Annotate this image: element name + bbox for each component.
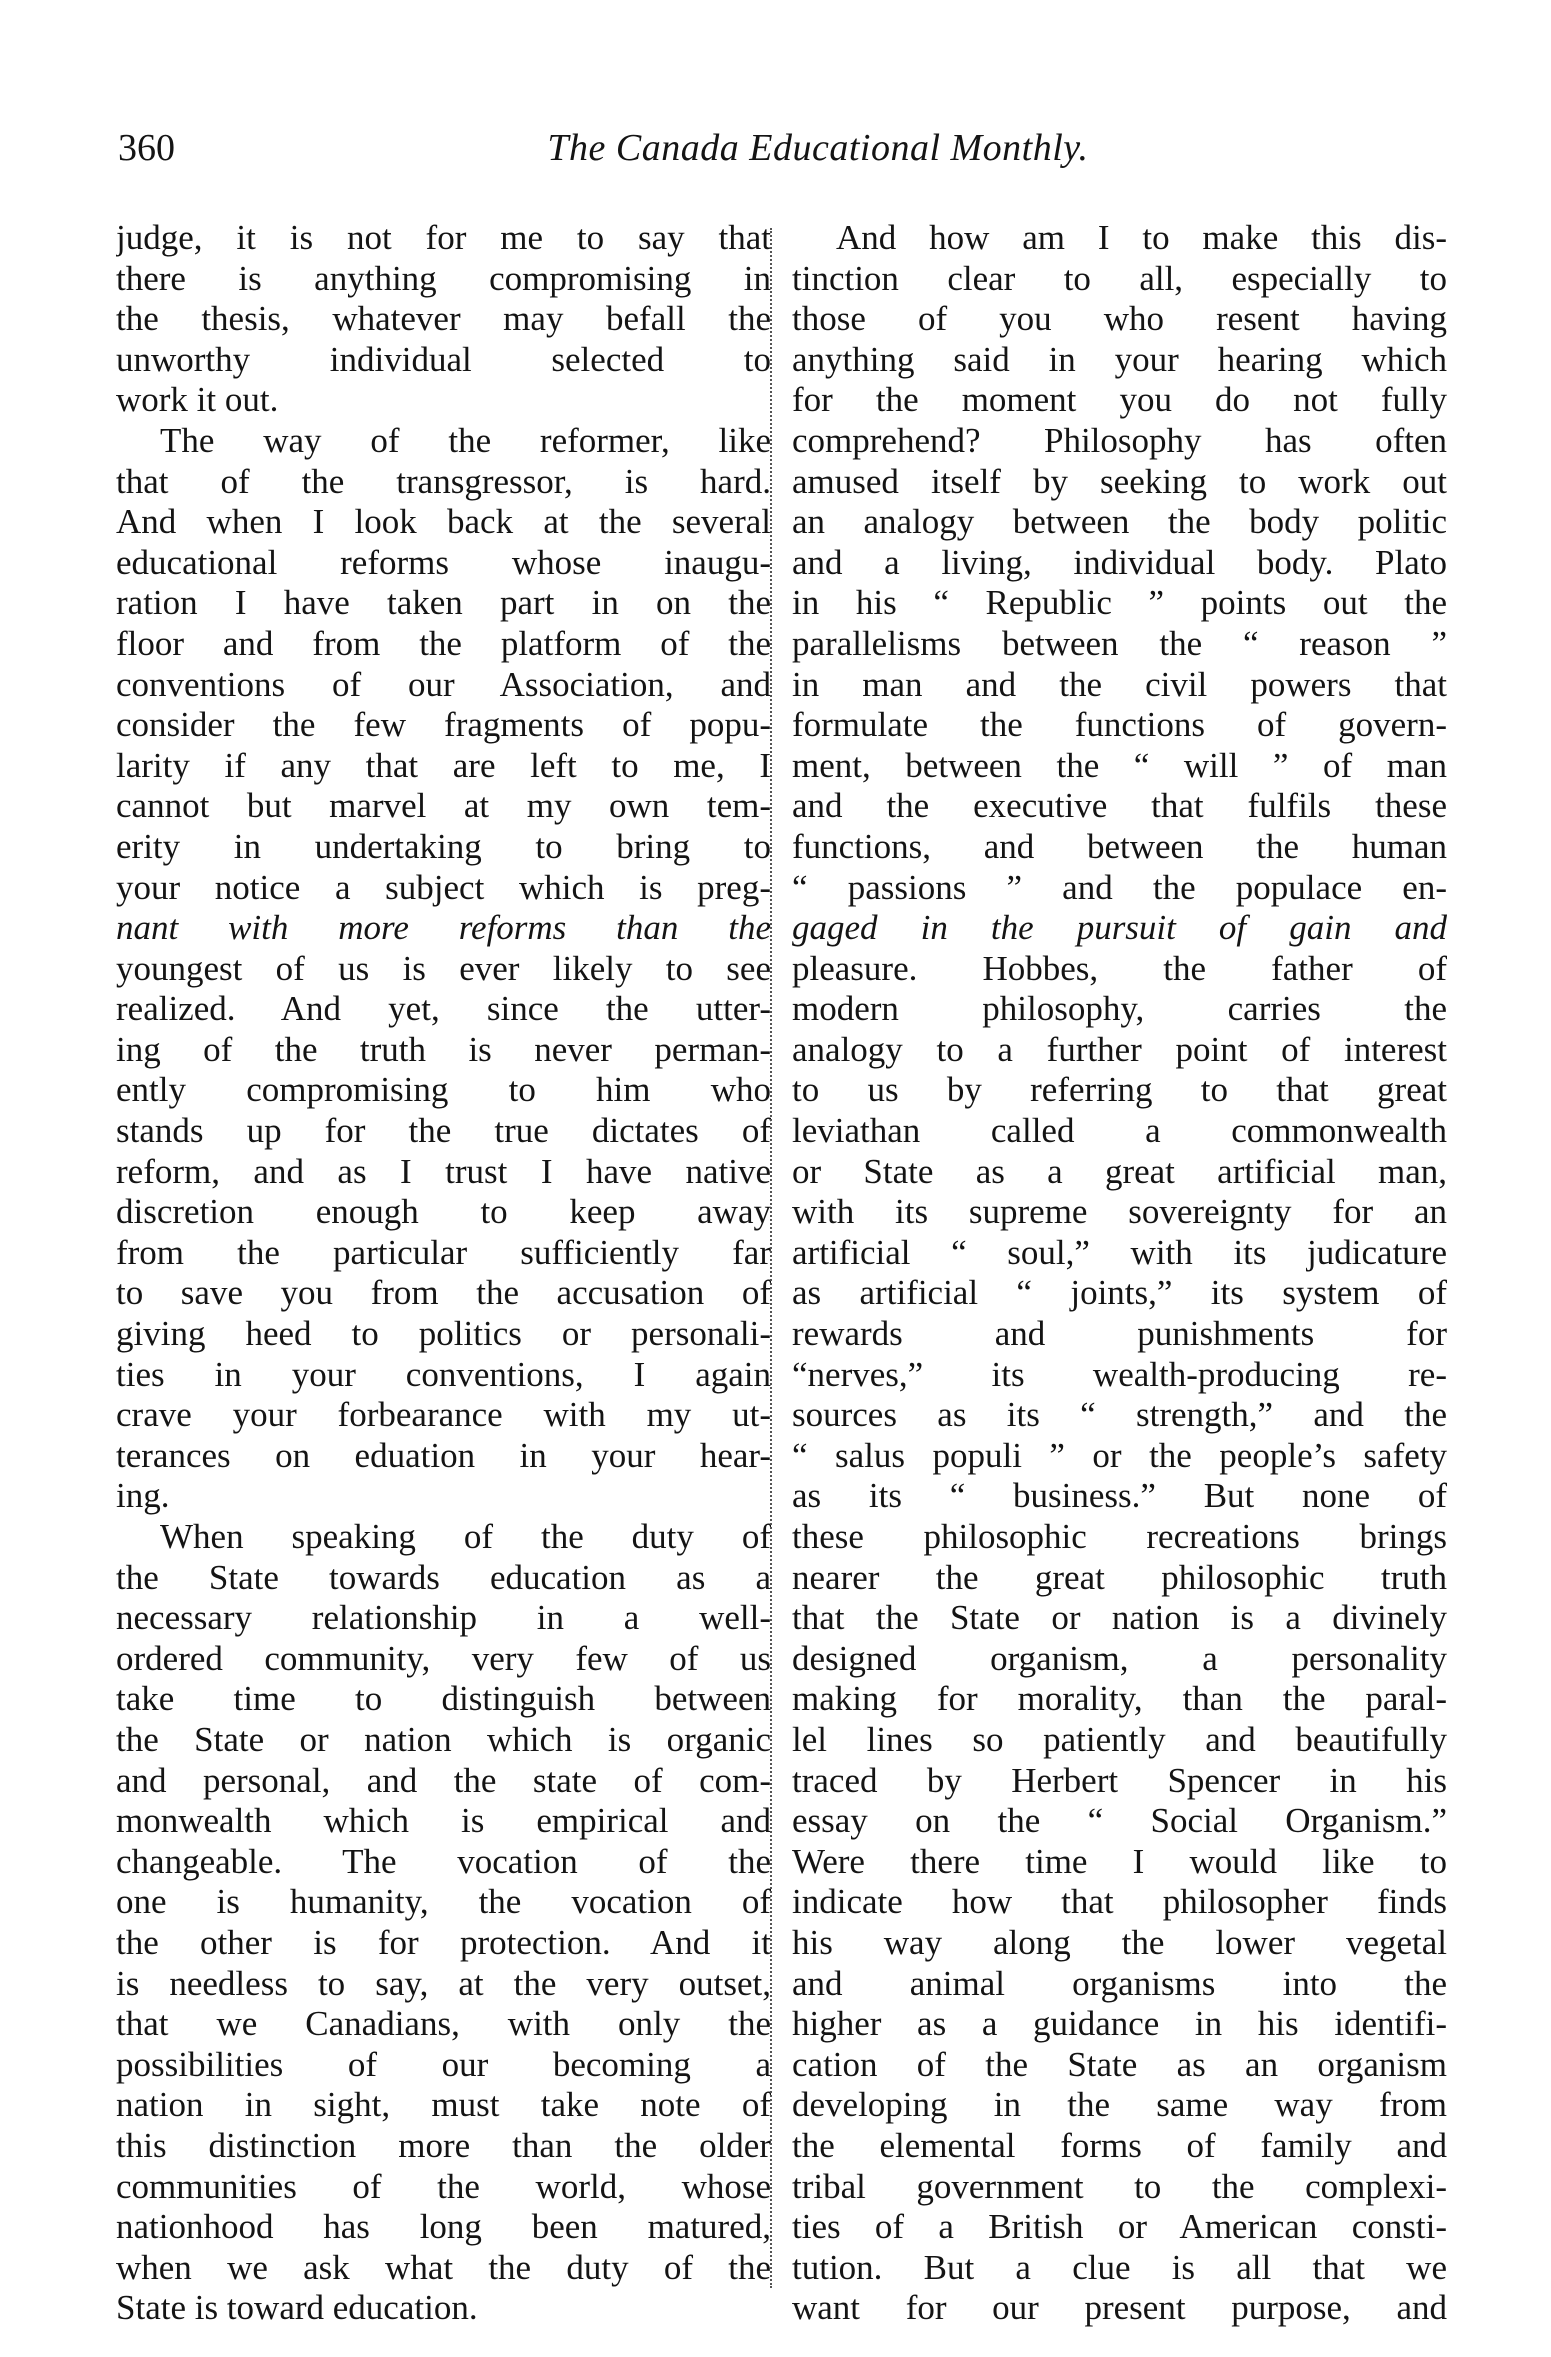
text-line: formulate the functions of govern-	[792, 705, 1447, 745]
text-line: discretion enough to keep away	[116, 1192, 771, 1232]
text-line: tution. But a clue is all that we	[792, 2247, 1447, 2287]
text-line: floor and from the platform of the	[116, 623, 771, 663]
text-line: tribal government to the complexi-	[792, 2166, 1447, 2206]
text-line: “ salus populi ” or the people’s safety	[792, 1435, 1447, 1475]
text-line: in man and the civil powers that	[792, 664, 1447, 704]
text-line: ordered community, very few of us	[116, 1638, 771, 1678]
text-line: an analogy between the body politic	[792, 502, 1447, 542]
text-line: and animal organisms into the	[792, 1963, 1447, 2003]
text-line: ties in your conventions, I again	[116, 1354, 771, 1394]
text-line: his way along the lower vegetal	[792, 1922, 1447, 1962]
text-line: making for morality, than the paral-	[792, 1679, 1447, 1719]
right-text-column	[792, 218, 1447, 2329]
text-line: comprehend? Philosophy has often	[792, 420, 1447, 460]
text-line: youngest of us is ever likely to see	[116, 948, 771, 988]
text-line: want for our present purpose, and	[792, 2288, 1447, 2328]
text-line: in his “ Republic ” points out the	[792, 583, 1447, 623]
text-line: with its supreme sovereignty for an	[792, 1192, 1447, 1232]
text-line: cation of the State as an organism	[792, 2044, 1447, 2084]
text-line: nation in sight, must take note of	[116, 2085, 771, 2125]
text-line: there is anything compromising in	[116, 258, 771, 298]
text-line: sources as its “ strength,” and the	[792, 1395, 1447, 1435]
text-line: higher as a guidance in his identifi-	[792, 2004, 1447, 2044]
text-line: that the State or nation is a divinely	[792, 1598, 1447, 1638]
text-line: rewards and punishments for	[792, 1314, 1447, 1354]
text-line: the State or nation which is organic	[116, 1719, 771, 1759]
text-line: the other is for protection. And it	[116, 1922, 771, 1962]
text-line: cannot but marvel at my own tem-	[116, 786, 771, 826]
text-line: educational reforms whose inaugu-	[116, 542, 771, 582]
text-line: And when I look back at the several	[116, 502, 771, 542]
text-line: leviathan called a commonwealth	[792, 1111, 1447, 1151]
text-line: those of you who resent having	[792, 299, 1447, 339]
text-line: artificial “ soul,” with its judicature	[792, 1232, 1447, 1272]
text-line: and a living, individual body. Plato	[792, 542, 1447, 582]
text-line: analogy to a further point of interest	[792, 1029, 1447, 1069]
text-line: to save you from the accusation of	[116, 1273, 771, 1313]
text-line: consider the few fragments of popu-	[116, 705, 771, 745]
text-line: indicate how that philosopher finds	[792, 1882, 1447, 1922]
text-line: erity in undertaking to bring to	[116, 826, 771, 866]
text-line: giving heed to politics or personali-	[116, 1314, 771, 1354]
text-line: functions, and between the human	[792, 826, 1447, 866]
text-line: designed organism, a personality	[792, 1638, 1447, 1678]
text-line: nationhood has long been matured,	[116, 2207, 771, 2247]
text-line: the elemental forms of family and	[792, 2125, 1447, 2165]
text-line: necessary relationship in a well-	[116, 1598, 771, 1638]
text-line: the State towards education as a	[116, 1557, 771, 1597]
text-line: pleasure. Hobbes, the father of	[792, 948, 1447, 988]
text-line: And how am I to make this dis-	[836, 218, 1447, 257]
text-line: tinction clear to all, especially to	[792, 258, 1447, 298]
text-line: work it out.	[116, 380, 279, 420]
text-line: When speaking of the duty of	[160, 1517, 771, 1556]
text-line: this distinction more than the older	[116, 2125, 771, 2165]
text-line: ing of the truth is never perman-	[116, 1029, 771, 1069]
text-line: changeable. The vocation of the	[116, 1841, 771, 1881]
text-line: parallelisms between the “ reason ”	[792, 623, 1447, 663]
text-line: Were there time I would like to	[792, 1841, 1447, 1881]
text-line: or State as a great artificial man,	[792, 1151, 1447, 1191]
text-line: terances on eduation in your hear-	[116, 1435, 771, 1475]
text-line: and personal, and the state of com-	[116, 1760, 771, 1800]
text-line: communities of the world, whose	[116, 2166, 771, 2206]
text-line: these philosophic recreations brings	[792, 1517, 1447, 1556]
text-line: essay on the “ Social Organism.”	[792, 1801, 1447, 1841]
text-line: take time to distinguish between	[116, 1679, 771, 1719]
text-line: modern philosophy, carries the	[792, 989, 1447, 1029]
text-line: possibilities of our becoming a	[116, 2044, 771, 2084]
text-line: traced by Herbert Spencer in his	[792, 1760, 1447, 1800]
text-line: conventions of our Association, and	[116, 664, 771, 704]
text-line: is needless to say, at the very outset,	[116, 1963, 771, 2003]
running-title: The Canada Educational Monthly.	[547, 127, 1089, 169]
text-line: anything said in your hearing which	[792, 339, 1447, 379]
page-header	[118, 118, 1448, 178]
text-line: the thesis, whatever may befall the	[116, 299, 771, 339]
text-line: for the moment you do not fully	[792, 380, 1447, 420]
text-line: unworthy individual selected to	[116, 339, 771, 379]
text-line: ing.	[116, 1476, 170, 1516]
text-line: stands up for the true dictates of	[116, 1111, 771, 1151]
text-line: nant with more reforms than the	[116, 908, 771, 948]
text-line: crave your forbearance with my ut-	[116, 1395, 771, 1435]
text-line: as artificial “ joints,” its system of	[792, 1273, 1447, 1313]
text-line: amused itself by seeking to work out	[792, 461, 1447, 501]
text-line: State is toward education.	[116, 2288, 478, 2328]
text-line: reform, and as I trust I have native	[116, 1151, 771, 1191]
text-line: to us by referring to that great	[792, 1070, 1447, 1110]
text-line: that of the transgressor, is hard.	[116, 461, 771, 501]
text-line: as its “ business.” But none of	[792, 1476, 1447, 1516]
text-line: The way of the reformer, like	[160, 420, 771, 460]
text-line: “nerves,” its wealth-producing re-	[792, 1354, 1447, 1394]
page-number: 360	[118, 127, 175, 169]
text-line: and the executive that fulfils these	[792, 786, 1447, 826]
text-line: lel lines so patiently and beautifully	[792, 1719, 1447, 1759]
text-line: when we ask what the duty of the	[116, 2247, 771, 2287]
text-line: that we Canadians, with only the	[116, 2004, 771, 2044]
text-line: developing in the same way from	[792, 2085, 1447, 2125]
left-text-column	[116, 218, 771, 2329]
text-line: ties of a British or American consti-	[792, 2207, 1447, 2247]
text-line: ment, between the “ will ” of man	[792, 745, 1447, 785]
text-line: from the particular sufficiently far	[116, 1232, 771, 1272]
text-line: ently compromising to him who	[116, 1070, 771, 1110]
text-line: monwealth which is empirical and	[116, 1801, 771, 1841]
text-line: realized. And yet, since the utter-	[116, 989, 771, 1029]
text-line: one is humanity, the vocation of	[116, 1882, 771, 1922]
text-line: your notice a subject which is preg-	[116, 867, 771, 907]
text-line: judge, it is not for me to say that	[116, 218, 771, 257]
text-line: larity if any that are left to me, I	[116, 745, 771, 785]
text-line: gaged in the pursuit of gain and	[792, 908, 1447, 948]
text-line: nearer the great philosophic truth	[792, 1557, 1447, 1597]
text-line: ration I have taken part in on the	[116, 583, 771, 623]
column-divider	[770, 228, 772, 2288]
text-line: “ passions ” and the populace en-	[792, 867, 1447, 907]
